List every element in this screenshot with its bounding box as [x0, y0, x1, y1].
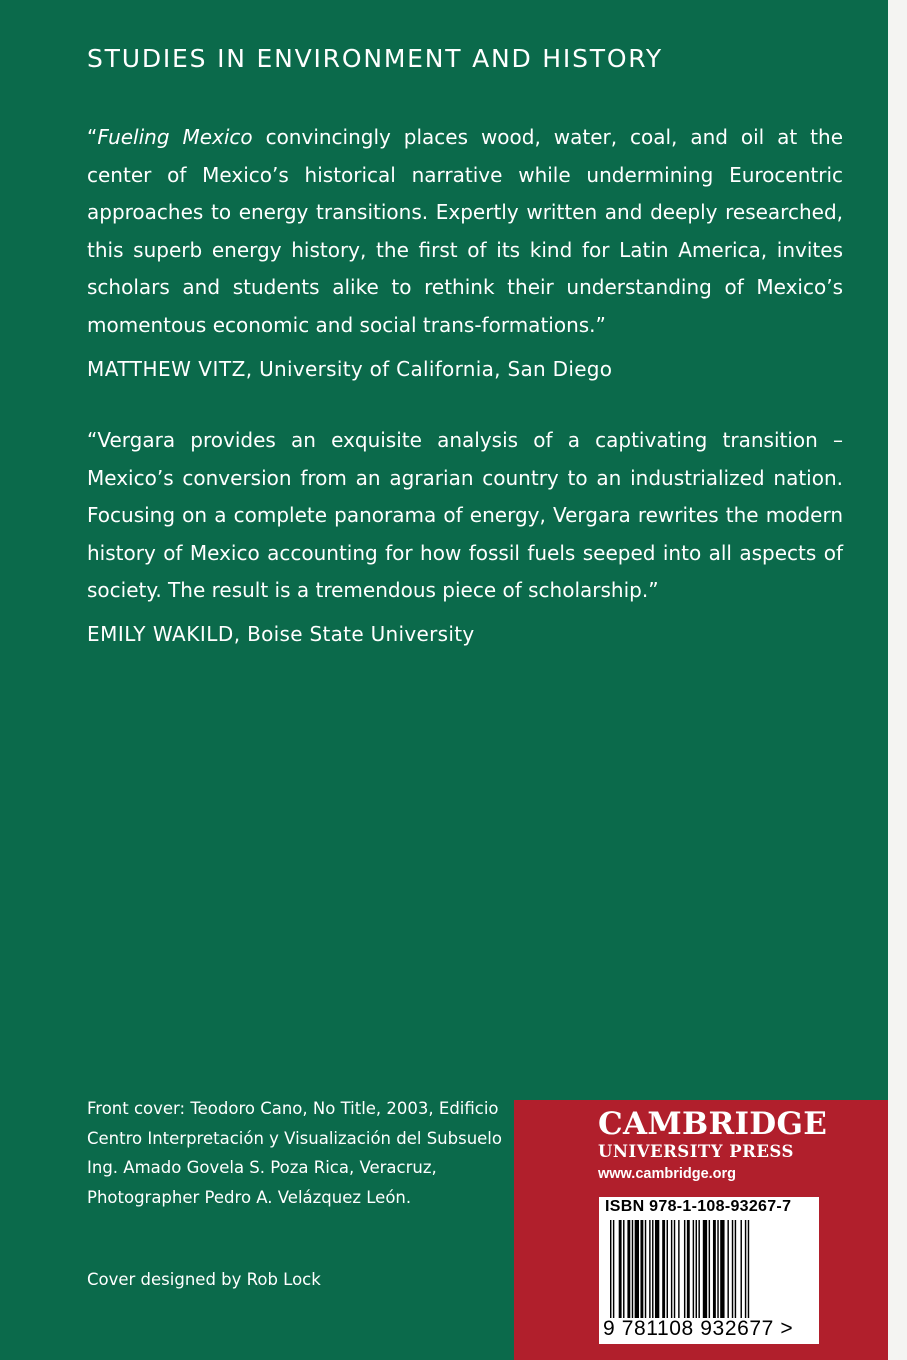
barcode-digits: 9 781108 932677 >: [603, 1317, 794, 1340]
blurb-wakild: “Vergara provides an exquisite analysis of a captivating transition – Mexico’s conversion from an agrarian country to an industrialized nation. Focusing on a complete panorama of energy, Vergara rewrites the modern history of Mexico accounting for how fossil fuels seeped into all aspects of society. The result is a tremendous piece of scholarship.”: [87, 428, 843, 603]
blurb-vitz-text: convincingly places wood, water, coal, and oil at the center of Mexico’s historical narrative while undermining Eurocentric approaches to energy transitions. Expertly written and deeply researched, this superb energy history, the first of its kind for Latin America, invites scholars and students alike to rethink their understanding of Mexico’s momentous economic and social trans-formations.”: [87, 125, 844, 337]
attribution-vitz: [87, 357, 612, 381]
series-title: STUDIES IN ENVIRONMENT AND HISTORY: [87, 44, 663, 73]
reviewer-affiliation: , University of California, San Diego: [245, 357, 613, 381]
isbn-label: ISBN 978-1-108-93267-7: [605, 1198, 792, 1215]
publisher-subtitle: UNIVERSITY PRESS: [598, 1142, 794, 1161]
barcode-panel: [599, 1197, 819, 1344]
reviewer-name: MATTHEW VITZ: [87, 357, 246, 381]
barcode-icon: [609, 1220, 814, 1318]
publisher-name: CAMBRIDGE: [598, 1106, 828, 1142]
cover-art-credit: Front cover: Teodoro Cano, No Title, 2003, Edificio Centro Interpretación y Visualización del Subsuelo Ing. Amado Govela S. Poza Rica, Veracruz, Photographer Pedro A. Velázquez León.: [87, 1099, 502, 1207]
reviewer-name: EMILY WAKILD: [87, 622, 234, 646]
book-title: Fueling Mexico: [97, 125, 253, 149]
cover-designer-credit: Cover designed by Rob Lock: [87, 1270, 321, 1289]
publisher-url: www.cambridge.org: [598, 1166, 737, 1182]
quote-open-mark: “: [87, 125, 98, 149]
page-edge: [888, 0, 907, 1360]
reviewer-affiliation: , Boise State University: [233, 622, 475, 646]
attribution-wakild: [87, 622, 474, 646]
publisher-block: [514, 1100, 888, 1360]
blurb-vitz: [87, 119, 843, 345]
